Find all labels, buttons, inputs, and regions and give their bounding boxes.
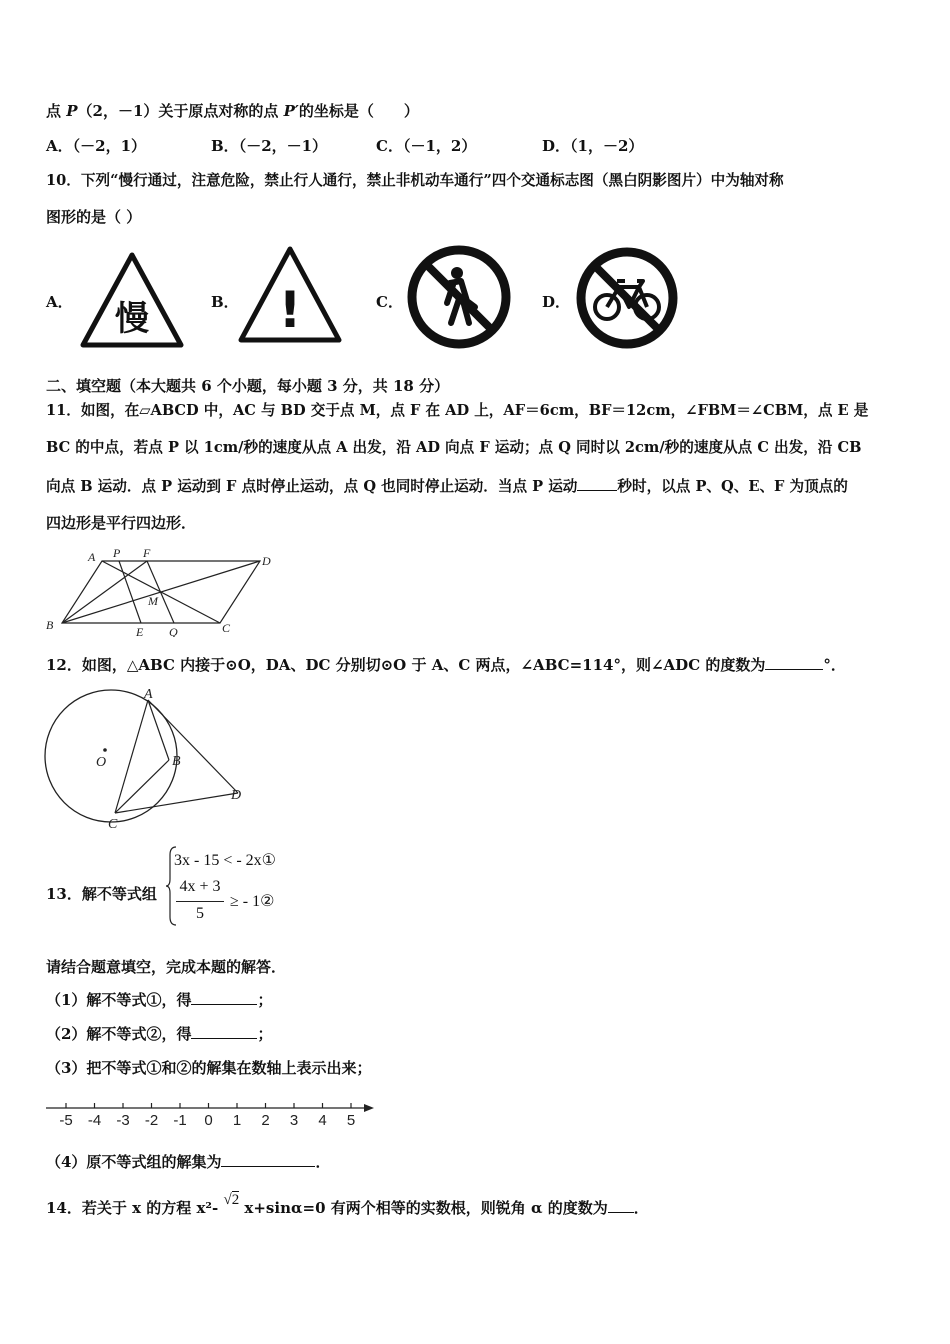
q10-label-c: C． [376,293,403,311]
q11-label-d: D [262,554,271,568]
q9-option-c: C．（－1，2） [376,137,477,155]
q12-label-b: B [172,754,181,769]
q13-inequality-2-rhs: ≥ - 1② [230,893,275,910]
sqrt-two: √2 [223,1192,240,1208]
q13-step1-blank[interactable] [191,990,257,1005]
q11-line3: 向点 B 运动．点 P 运动到 F 点时停止运动，点 Q 也同时停止运动．当点 P 运动 秒时，以点 P、Q、E、F 为顶点的 [46,478,848,495]
q11-label-a: A [88,550,96,564]
number-line-tick-label: -4 [87,1112,102,1129]
number-line [44,1094,376,1130]
q14-answer-blank[interactable] [608,1198,634,1213]
warning-sign-char: ! [278,281,302,339]
q10-line2: 图形的是（ ） [46,208,142,226]
q13-step3: （3）把不等式①和②的解集在数轴上表示出来； [46,1059,372,1077]
q13-step1: （1）解不等式①，得 ； [46,991,273,1009]
q11-label-f: F [143,546,151,560]
q10-label-d: D． [542,293,571,311]
q13-inequality-1: 3x - 15 < - 2x① [174,852,277,869]
q13-step4-blank[interactable] [221,1152,315,1167]
number-line-tick-label: 1 [232,1112,242,1129]
q11-label-m: M [148,594,158,608]
q9-option-d: D．（1，－2） [542,137,644,155]
q13-step2-blank[interactable] [191,1024,257,1039]
number-line-tick-label: -1 [173,1112,187,1129]
q11-parallelogram-figure [44,545,276,637]
q12-label-a: A [144,687,153,702]
number-line-tick-label: 4 [318,1112,327,1129]
q12-label-c: C [108,817,118,831]
q13-step4: （4）原不等式组的解集为 ． [46,1153,331,1171]
q12-circle-figure [42,685,252,831]
number-line-tick-label: 3 [289,1112,299,1129]
number-line-tick-label: -3 [116,1112,130,1129]
q14-stem: 14．若关于 x 的方程 x²- √2 x+sinα=0 有两个相等的实数根，则锐角 α 的度数为 ． [46,1192,649,1217]
q13-inequality-2-denominator: 5 [196,905,204,922]
warning-sign-icon [238,246,342,344]
section2-heading: 二、填空题（本大题共 6 个小题，每小题 3 分，共 18 分） [46,377,450,395]
q13-intro: 请结合题意填空，完成本题的解答． [46,958,287,976]
number-line-tick-label: -5 [59,1112,73,1129]
q11-label-e: E [136,625,144,637]
slow-sign-icon [80,252,184,348]
q11-label-p: P [113,546,121,560]
q9-option-b: B．（－2，－1） [211,137,328,155]
q10-label-a: A． [46,293,73,311]
q11-label-q: Q [169,625,178,637]
q13-inequality-2-numerator: 4x + 3 [179,878,221,895]
q13-stem: 13．解不等式组 [46,885,157,903]
q11-answer-blank[interactable] [577,476,617,491]
q12-label-o: O [96,755,107,770]
q11-label-b: B [46,618,54,632]
number-line-tick-label: -2 [144,1112,159,1129]
q10-label-b: B． [211,293,239,311]
number-line-tick-label: 0 [204,1112,213,1129]
q10-line1: 10．下列“慢行通过，注意危险，禁止行人通行，禁止非机动车通行”四个交通标志图（黑白阴影图片）中为轴对称 [46,172,784,189]
q12-answer-blank[interactable] [765,655,823,670]
q11-line2: BC 的中点，若点 P 以 1cm/秒的速度从点 A 出发，沿 AD 向点 F 运动；点 Q 同时以 2cm/秒的速度从点 C 出发，沿 CB [46,439,862,456]
q11-label-c: C [222,621,231,635]
number-line-tick-label: 2 [261,1112,270,1129]
no-pedestrian-sign-icon [405,243,513,351]
q9-stem: 点 P（2，－1）关于原点对称的点 P′的坐标是（ ） [46,102,419,120]
no-bicycle-sign-icon [573,245,681,351]
q13-fraction-bar [176,901,224,902]
q9-option-a: A．（－2，1） [46,137,147,155]
q11-line4: 四边形是平行四边形． [46,514,197,532]
number-line-tick-label: 5 [346,1112,356,1129]
q13-step2: （2）解不等式②，得 ； [46,1025,273,1043]
slow-sign-char: 慢 [115,299,149,339]
q12-stem: 12．如图，△ABC 内接于⊙O，DA、DC 分别切⊙O 于 A、C 两点，∠ABC=114°，则∠ADC 的度数为 °． [46,656,846,674]
q12-label-d: D [231,788,242,803]
q11-line1: 11．如图，在▱ABCD 中，AC 与 BD 交于点 M，点 F 在 AD 上，AF＝6cm，BF＝12cm，∠FBM＝∠CBM，点 E 是 [46,402,869,419]
